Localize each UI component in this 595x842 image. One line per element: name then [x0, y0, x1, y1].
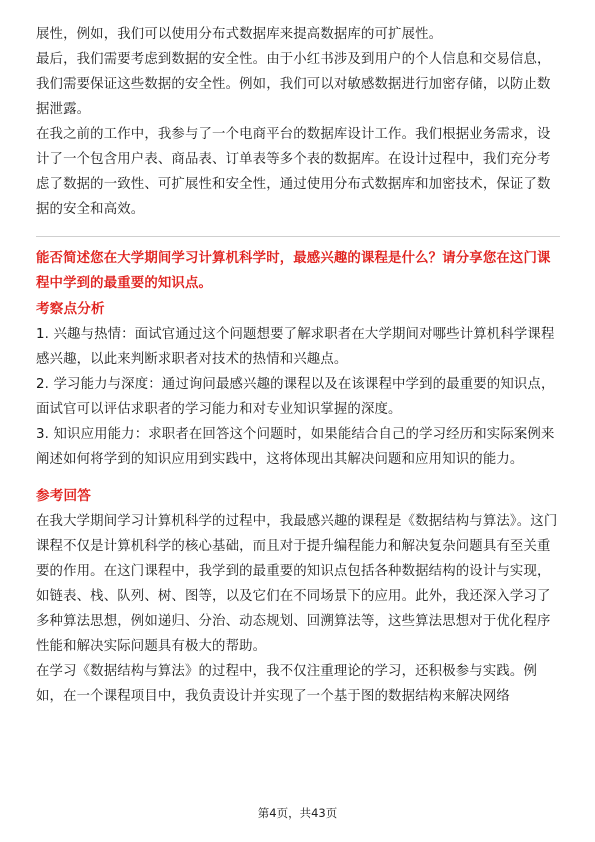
page-content	[36, 22, 560, 709]
analysis-item: 2. 学习能力与深度：通过询问最感兴趣的课程以及在该课程中学到的最重要的知识点，面试官可以评估求职者的学习能力和对专业知识掌握的深度。	[36, 377, 555, 417]
analysis-item: 3. 知识应用能力：求职者在回答这个问题时，如果能结合自己的学习经历和实际案例来阐述如何将学到的知识应用到实践中，这将体现出其解决问题和应用知识的能力。	[36, 427, 555, 467]
body-paragraph: 在我之前的工作中，我参与了一个电商平台的数据库设计工作。我们根据业务需求，设计了一个包含用户表、商品表、订单表等多个表的数据库。在设计过程中，我们充分考虑了数据的一致性、可扩展性和安全性，通过使用分布式数据库和加密技术，保证了数据的安全和高效。	[36, 127, 551, 217]
page-number-footer: 第4页，共43页	[257, 806, 338, 820]
section-divider	[36, 236, 560, 237]
body-paragraph: 最后，我们需要考虑到数据的安全性。由于小红书涉及到用户的个人信息和交易信息，我们需要保证这些数据的安全性。例如，我们可以对敏感数据进行加密存储，以防止数据泄露。	[36, 52, 551, 117]
answer-paragraph: 在学习《数据结构与算法》的过程中，我不仅注重理论的学习，还积极参与实践。例如，在一个课程项目中，我负责设计并实现了一个基于图的数据结构来解决网络	[36, 664, 538, 704]
body-paragraph: 展性，例如，我们可以使用分布式数据库来提高数据库的可扩展性。	[36, 27, 443, 42]
answer-heading: 参考回答	[36, 488, 91, 504]
analysis-item: 1. 兴趣与热情：面试官通过这个问题想要了解求职者在大学期间对哪些计算机科学课程感兴趣，以此来判断求职者对技术的热情和兴趣点。	[36, 327, 555, 367]
answer-paragraph: 在我大学期间学习计算机科学的过程中，我最感兴趣的课程是《数据结构与算法》。这门课程不仅是计算机科学的核心基础，而且对于提升编程能力和解决复杂问题具有至关重要的作用。在这门课程中，我学到的最重要的知识点包括各种数据结构的设计与实现，如链表、栈、队列、树、图等，以及它们在不同场景下的应用。此外，我还深入学习了多种算法思想，例如递归、分治、动态规划、回溯算法等，这些算法思想对于优化程序性能和解决实际问题具有极大的帮助。	[36, 514, 558, 654]
analysis-heading: 考察点分析	[36, 301, 105, 317]
interview-question: 能否简述您在大学期间学习计算机科学时，最感兴趣的课程是什么？请分享您在这门课程中学到的最重要的知识点。	[36, 251, 551, 291]
